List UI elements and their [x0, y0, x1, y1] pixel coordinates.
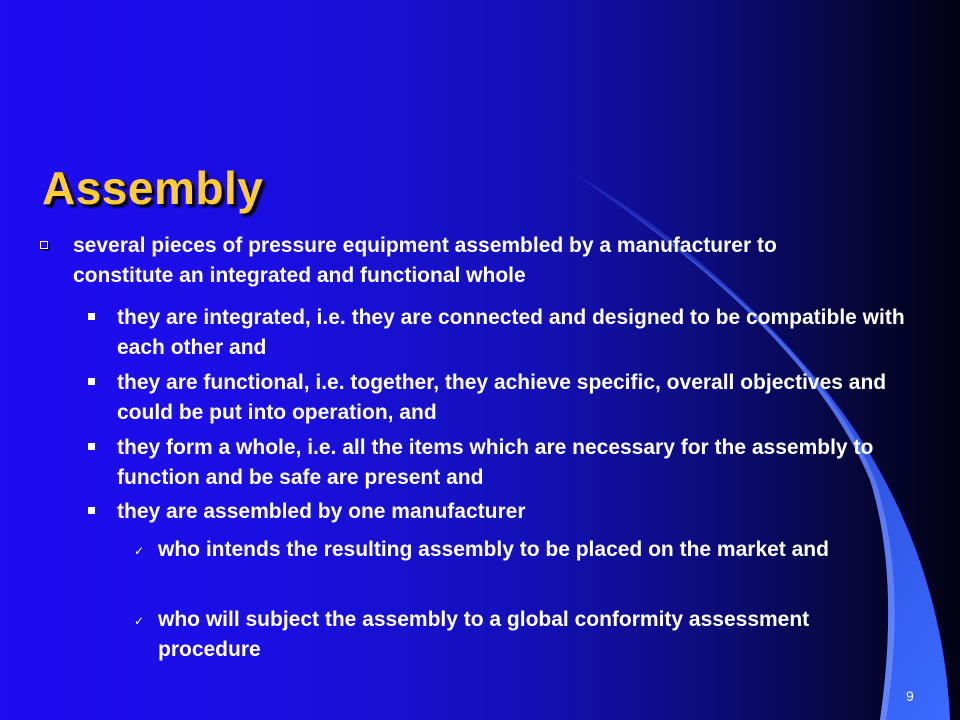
condition-item: they form a whole, i.e. all the items which are necessary for the assembly to function and be safe are present and: [117, 436, 874, 489]
hollow-square-bullet-icon: [40, 241, 48, 249]
definition-text: several pieces of pressure equipment assembled by a manufacturer to constitute an integrated and functional whole: [73, 234, 777, 287]
manufacturer-criterion: who intends the resulting assembly to be placed on the market and: [158, 538, 829, 561]
condition-item: they are functional, i.e. together, they achieve specific, overall objectives and could be put into operation, and: [117, 371, 887, 424]
check-mark-icon: ✓: [134, 614, 145, 628]
manufacturer-criterion: who will subject the assembly to a global conformity assessment procedure: [158, 608, 810, 661]
square-bullet-icon: [88, 313, 95, 320]
square-bullet-icon: [88, 507, 95, 514]
condition-item: they are assembled by one manufacturer: [117, 500, 526, 523]
square-bullet-icon: [88, 378, 95, 385]
condition-item: they are integrated, i.e. they are connected and designed to be compatible with each other and: [117, 306, 905, 359]
check-mark-icon: ✓: [134, 544, 145, 558]
slide-title: Assembly: [42, 162, 264, 214]
square-bullet-icon: [88, 443, 95, 450]
page-number: 9: [906, 688, 914, 704]
